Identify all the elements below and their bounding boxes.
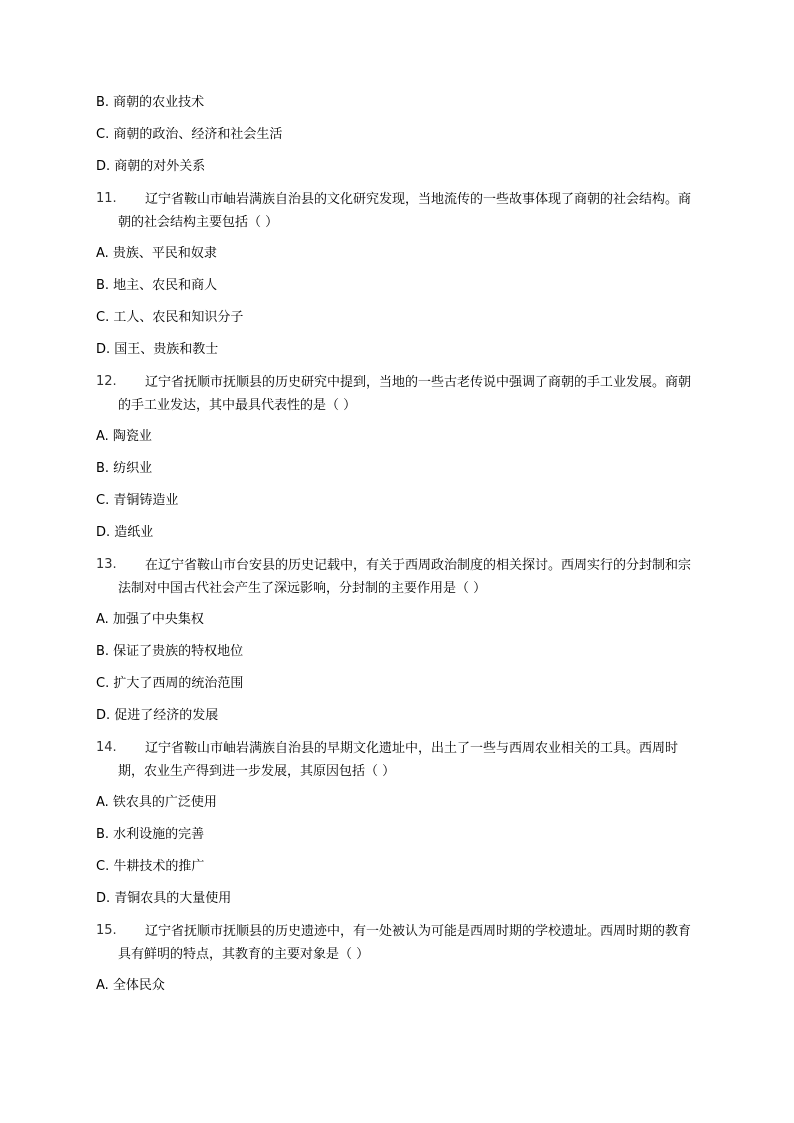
option-line: C. 青铜铸造业 (96, 493, 179, 508)
option-line: B. 水利设施的完善 (96, 827, 205, 842)
question-text: 辽宁省抚顺市抚顺县的历史遗迹中，有一处被认为可能是西周时期的学校遗址。西周时期的教育具有鲜明的特点，其教育的主要对象是（ ） (118, 924, 692, 962)
question-number: 14. (96, 740, 117, 755)
option-line: C. 商朝的政治、经济和社会生活 (96, 127, 283, 142)
option-line: A. 贵族、平民和奴隶 (96, 246, 217, 261)
question-text: 在辽宁省鞍山市台安县的历史记载中，有关于西周政治制度的相关探讨。西周实行的分封制和宗法制对中国古代社会产生了深远影响，分封制的主要作用是（ ） (118, 558, 692, 596)
option-line: D. 青铜农具的大量使用 (96, 891, 232, 906)
question-text: 辽宁省鞍山市岫岩满族自治县的早期文化遗址中，出土了一些与西周农业相关的工具。西周时期，农业生产得到进一步发展，其原因包括（ ） (118, 741, 679, 779)
question-number: 11. (96, 191, 117, 206)
question-text: 辽宁省抚顺市抚顺县的历史研究中提到，当地的一些古老传说中强调了商朝的手工业发展。商朝的手工业发达，其中最具代表性的是（ ） (118, 375, 692, 413)
option-line: A. 铁农具的广泛使用 (96, 795, 217, 810)
question-number: 13. (96, 557, 117, 572)
option-line: B. 纺织业 (96, 461, 153, 476)
option-line: A. 陶瓷业 (96, 429, 152, 444)
option-line: D. 造纸业 (96, 525, 154, 540)
option-line: A. 全体民众 (96, 978, 165, 993)
question-number: 12. (96, 374, 117, 389)
option-line: C. 扩大了西周的统治范围 (96, 676, 244, 691)
option-line: A. 加强了中央集权 (96, 612, 204, 627)
option-line: B. 地主、农民和商人 (96, 278, 218, 293)
option-line: D. 国王、贵族和教士 (96, 342, 219, 357)
option-line: C. 牛耕技术的推广 (96, 859, 205, 874)
option-line: D. 商朝的对外关系 (96, 159, 206, 174)
option-line: D. 促进了经济的发展 (96, 708, 219, 723)
option-line: B. 商朝的农业技术 (96, 95, 205, 110)
option-line: B. 保证了贵族的特权地位 (96, 644, 244, 659)
option-line: C. 工人、农民和知识分子 (96, 310, 244, 325)
question-text: 辽宁省鞍山市岫岩满族自治县的文化研究发现，当地流传的一些故事体现了商朝的社会结构。商朝的社会结构主要包括（ ） (118, 192, 692, 230)
question-number: 15. (96, 923, 117, 938)
